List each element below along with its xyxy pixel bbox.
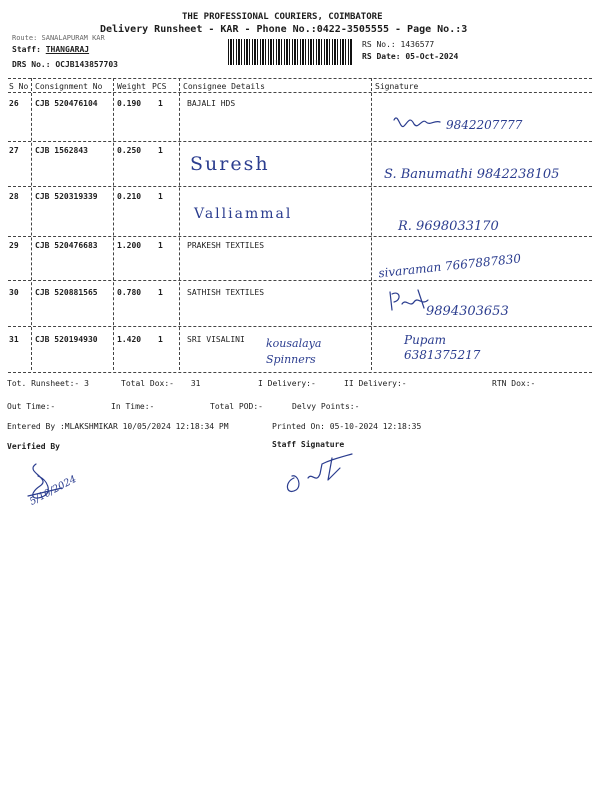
handwritten-signature: sivaraman 7667887830 <box>377 251 522 281</box>
col-header-consignment: Consignment No <box>35 82 103 91</box>
route-label: Route: <box>12 34 38 42</box>
row-consignee: BAJALI HDS <box>187 99 236 108</box>
handwritten-consignee: Suresh <box>190 153 270 175</box>
col-header-weight: Weight <box>117 82 146 91</box>
staff-value: THANGARAJ <box>45 45 90 54</box>
drs-row <box>12 60 118 69</box>
row-sno: 28 <box>9 192 19 201</box>
row-weight: 1.420 <box>117 335 142 344</box>
handwritten-consignee: Valliammal <box>194 206 293 222</box>
col-header-pcs: PCS <box>152 82 167 91</box>
col-header-consignee: Consignee Details <box>183 82 265 91</box>
table-bottom-rule <box>8 372 592 373</box>
verifier-handwritten-date: 5/10/2024 <box>28 473 79 508</box>
total-dox-value: 31 <box>190 379 201 388</box>
staff-row <box>12 45 89 54</box>
total-dox-label: Total Dox:- <box>121 379 174 388</box>
drs-label: DRS No.: <box>12 60 51 69</box>
row-weight: 1.200 <box>117 241 142 250</box>
rtn-dox: RTN Dox:- <box>492 379 536 388</box>
entered-by: Entered By :MLAKSHMIKAR 10/05/2024 12:18:34 PM <box>7 422 229 431</box>
row-rule <box>8 280 592 281</box>
barcode <box>228 39 352 65</box>
row-consignee: PRAKESH TEXTILES <box>187 241 265 250</box>
col-header-sno: S No <box>9 82 29 91</box>
route-row <box>12 34 105 42</box>
row-rule <box>8 326 592 327</box>
row-rule <box>8 236 592 237</box>
row-sno: 27 <box>9 146 19 155</box>
rs-date: RS Date: 05-Oct-2024 <box>362 52 459 61</box>
row-pcs: 1 <box>158 99 163 108</box>
staff-signature-label: Staff Signature <box>272 440 345 449</box>
row-consignment: CJB 520881565 <box>35 288 98 297</box>
row-sno: 29 <box>9 241 19 250</box>
row-weight: 0.780 <box>117 288 142 297</box>
verified-by-label: Verified By <box>7 442 60 451</box>
drs-value: OCJB143857703 <box>55 60 118 69</box>
in-time: In Time:- <box>111 402 155 411</box>
row-consignee: SATHISH TEXTILES <box>187 288 265 297</box>
handwritten-signature: S. Banumathi 9842238105 <box>384 167 560 182</box>
row-pcs: 1 <box>158 146 163 155</box>
row-sno: 30 <box>9 288 19 297</box>
row-pcs: 1 <box>158 335 163 344</box>
row-sno: 26 <box>9 99 19 108</box>
row-consignment: CJB 520476104 <box>35 99 98 108</box>
route-value: SANALAPURAM KAR <box>41 34 105 42</box>
handwritten-signature: Pupam 6381375217 <box>404 333 481 362</box>
row-pcs: 1 <box>158 288 163 297</box>
company-name: THE PROFESSIONAL COURIERS, COIMBATORE <box>182 12 383 22</box>
row-consignment: CJB 520476683 <box>35 241 98 250</box>
row-consignment: CJB 1562843 <box>35 146 88 155</box>
row-rule <box>8 186 592 187</box>
rs-number: RS No.: 1436577 <box>362 40 435 49</box>
delvy-points: Delvy Points:- <box>292 402 360 411</box>
handwritten-signature: 9894303653 <box>426 304 509 319</box>
staff-label: Staff: <box>12 45 41 54</box>
handwritten-signature: R. 9698033170 <box>398 219 499 234</box>
total-dox <box>121 379 200 388</box>
row-sno: 31 <box>9 335 19 344</box>
tot-runsheet: Tot. Runsheet:- 3 <box>7 379 89 388</box>
handwritten-consignee: kousalaya Spinners <box>266 337 322 366</box>
col-header-signature: Signature <box>375 82 419 91</box>
printed-on: Printed On: 05-10-2024 12:18:35 <box>272 422 422 431</box>
ii-delivery: II Delivery:- <box>344 379 407 388</box>
row-weight: 0.190 <box>117 99 142 108</box>
handwritten-signature: 9842207777 <box>446 118 523 132</box>
row-rule <box>8 141 592 142</box>
row-consignment: CJB 520319339 <box>35 192 98 201</box>
total-pod: Total POD:- <box>210 402 263 411</box>
row-pcs: 1 <box>158 241 163 250</box>
out-time: Out Time:- <box>7 402 56 411</box>
table-top-rule <box>8 78 592 79</box>
staff-signature-scribble <box>280 452 370 500</box>
row-consignee: SRI VISALINI <box>187 335 245 344</box>
table-header-rule <box>8 92 592 93</box>
runsheet-title: Delivery Runsheet - KAR - Phone No.:0422-3505555 - Page No.:3 <box>100 24 468 35</box>
i-delivery: I Delivery:- <box>258 379 316 388</box>
row-pcs: 1 <box>158 192 163 201</box>
row-weight: 0.210 <box>117 192 142 201</box>
row-weight: 0.250 <box>117 146 142 155</box>
signature-scribble <box>392 112 442 136</box>
row-consignment: CJB 520194930 <box>35 335 98 344</box>
